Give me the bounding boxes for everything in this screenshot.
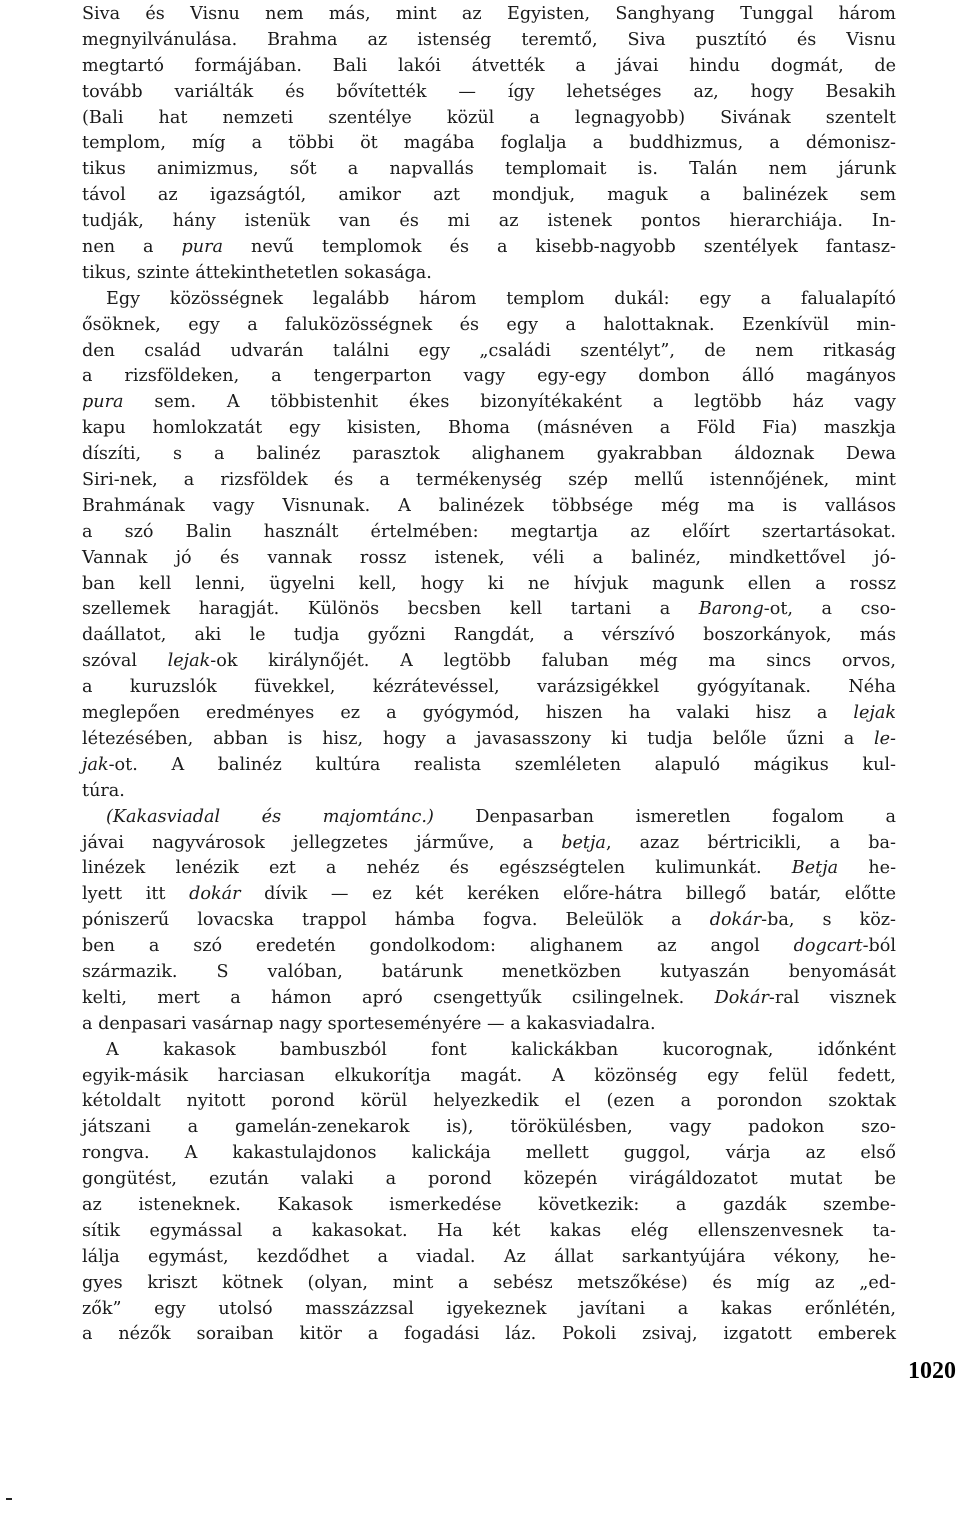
text-segment: gyes kriszt kötnek (olyan, mint a sebész metszőkése) és míg az „ed- — [82, 1272, 896, 1293]
italic-term: dogcart — [793, 936, 863, 957]
text-line — [82, 287, 896, 313]
text-line — [82, 546, 896, 572]
text-segment: megnyilvánulása. Brahma az istenség teremtő, Siva pusztító és Visnu — [82, 29, 896, 50]
text-segment: tikus, szinte áttekinthetetlen sokasága. — [82, 262, 432, 283]
text-segment: A kakasok bambuszból font kalickákban kucorognak, időnként — [106, 1039, 896, 1060]
italic-term: lejak — [853, 703, 896, 724]
italic-term: lejak — [167, 651, 211, 672]
text-segment: Egy közösségnek legalább három templom dukál: egy a falualapító — [106, 288, 896, 309]
text-line — [82, 701, 896, 727]
text-segment: gongütést, ezután valaki a porond közepén virágáldozatot mutat be — [82, 1169, 896, 1190]
text-line — [82, 1115, 896, 1141]
text-segment: Siva és Visnu nem más, mint az Egyisten, Sanghyang Tunggal három — [82, 4, 896, 24]
text-line — [82, 1064, 896, 1090]
scan-mark — [6, 1498, 12, 1500]
text-line — [82, 597, 896, 623]
text-line — [82, 1219, 896, 1245]
text-line — [82, 364, 896, 390]
italic-term: dokár — [709, 910, 762, 931]
text-segment: kapu homlokzatát egy kisisten, Bhoma (másnéven a Föld Fia) maszkja — [82, 418, 896, 439]
text-segment: -ból — [862, 936, 896, 957]
text-segment: sítik egymással a kakasokat. Ha két kakas elég ellenszenvesnek ta- — [82, 1220, 896, 1241]
text-line — [82, 209, 896, 235]
text-line — [82, 28, 896, 54]
text-segment: Siri-nek, a rizsföldek és a termékenység szép mellű istennőjének, mint — [82, 470, 896, 491]
text-segment: (Bali hat nemzeti szentélye közül a legnagyobb) Sivának szentelt — [82, 107, 896, 128]
text-segment: nen a — [82, 237, 182, 258]
text-segment: rongva. A kakastulajdonos kalickája mellett guggol, várja az első — [82, 1143, 896, 1164]
text-segment: az isteneknek. Kakasok ismerkedése következik: a gazdák szembe- — [82, 1194, 896, 1215]
text-segment: tikus animizmus, sőt a napvallás templomait is. Talán nem járunk — [82, 159, 896, 180]
text-segment: -ral visznek — [768, 987, 896, 1008]
text-segment: -ot, a cso- — [763, 599, 897, 620]
text-segment: származik. S valóban, batárunk menetközben kutyaszán benyomását — [82, 961, 896, 982]
italic-term: pura — [181, 237, 224, 258]
italic-term: Dokár — [714, 987, 769, 1008]
italic-term: dokár — [189, 884, 241, 905]
text-segment: szóval — [82, 651, 168, 672]
text-segment: ban kell lenni, ügyelni kell, hogy ki ne hívjuk magunk ellen a rossz — [82, 573, 896, 594]
text-line — [82, 494, 896, 520]
text-segment: egyik-másik harciasan elkukorítja magát. A közönség egy felül fedett, — [82, 1065, 896, 1086]
text-line — [82, 1141, 896, 1167]
text-line — [82, 54, 896, 80]
text-line — [82, 1322, 896, 1348]
text-line — [82, 261, 896, 287]
text-line — [82, 468, 896, 494]
text-line — [82, 1012, 896, 1038]
text-line — [82, 183, 896, 209]
text-segment: ben a szó eredetén gondolkodom: alighanem az angol — [82, 936, 794, 957]
text-segment: tovább variálták és bővítették — így lehetséges az, hogy Besakih — [82, 81, 896, 102]
text-line — [82, 675, 896, 701]
italic-term: (Kakasviadal és majomtánc.) — [106, 806, 434, 827]
italic-term: Betja — [791, 858, 839, 879]
text-line — [82, 1245, 896, 1271]
text-segment: sem. A többistenhit ékes bizonyítékaként a legtöbb ház vagy — [123, 392, 896, 413]
text-segment: megtartó formájában. Bali lakói átvették a jávai hindu dogmát, de — [82, 55, 896, 76]
text-line — [82, 986, 896, 1012]
text-segment: a rizsföldeken, a tengerparton vagy egy-egy dombon álló magányos — [82, 366, 896, 387]
text-line — [82, 882, 896, 908]
text-segment: den család udvarán találni egy „családi szentélyt”, de nem ritkaság — [82, 340, 896, 361]
text-segment: meglepően eredményes ez a gyógymód, hiszen ha valaki hisz a — [82, 703, 854, 724]
book-page-body — [82, 2, 896, 1348]
text-line — [82, 856, 896, 882]
text-line — [82, 339, 896, 365]
text-segment: szellemek haragját. Különös becsben kell tartani a — [82, 599, 699, 620]
text-segment: a szó Balin használt értelmében: megtartja az előírt szertartásokat. — [82, 521, 896, 542]
page-number: 1020 — [908, 1358, 956, 1384]
text-line — [82, 1089, 896, 1115]
text-line — [82, 2, 896, 28]
text-segment: tudják, hány istenük van és mi az istenek pontos hierarchiája. In- — [82, 211, 896, 232]
text-line — [82, 1038, 896, 1064]
text-segment: Brahmának vagy Visnunak. A balinézek többsége még ma is vallásos — [82, 495, 896, 516]
text-segment: lálja egymást, kezdődhet a viadal. Az állat sarkantyújára vékony, he- — [82, 1246, 896, 1267]
text-segment: Denpasarban ismeretlen fogalom a — [433, 806, 896, 827]
text-line — [82, 805, 896, 831]
text-segment: játszani a gamelán-zenekarok is), törökülésben, vagy padokon szo- — [82, 1117, 896, 1138]
text-line — [82, 106, 896, 132]
text-segment: kelti, mert a hámon apró csengettyűk csilingelnek. — [82, 987, 715, 1008]
text-segment: lyett itt — [82, 884, 190, 905]
text-segment: póniszerű lovacska trappol hámba fogva. Beleülök a — [82, 910, 710, 931]
text-segment: díszíti, s a balinéz parasztok alighanem gyakrabban áldoznak Dewa — [82, 444, 896, 465]
text-line — [82, 753, 896, 779]
text-line — [82, 572, 896, 598]
text-segment: daállatot, aki le tudja győzni Rangdát, a vérszívó boszorkányok, más — [82, 625, 896, 646]
text-segment: létezésében, abban is hisz, hogy a javasasszony ki tudja belőle űzni a — [82, 728, 875, 749]
text-segment: templom, míg a többi öt magába foglalja a buddhizmus, a démonisz- — [82, 133, 896, 154]
text-line — [82, 1297, 896, 1323]
text-segment: a kuruzslók füvekkel, kézrátevéssel, varázsigékkel gyógyítanak. Néha — [82, 677, 896, 698]
text-segment: -ot. A balinéz kultúra realista szemléleten alapuló mágikus kul- — [108, 754, 896, 775]
text-segment: a denpasari vasárnap nagy sporteseményére — a kakasviadalra. — [82, 1013, 656, 1034]
text-segment: -ok királynőjét. A legtöbb faluban még ma sincs orvos, — [210, 651, 896, 672]
italic-term: Barong — [698, 599, 764, 620]
text-line — [82, 235, 896, 261]
text-line — [82, 1271, 896, 1297]
text-line — [82, 520, 896, 546]
text-segment: túra. — [82, 780, 125, 801]
text-line — [82, 1193, 896, 1219]
text-segment: , azaz bértricikli, a ba- — [605, 832, 896, 853]
text-segment: távol az igazságtól, amikor azt mondjuk, maguk a balinézek sem — [82, 185, 896, 206]
text-line — [82, 390, 896, 416]
text-line — [82, 416, 896, 442]
text-line — [82, 831, 896, 857]
text-segment: ősöknek, egy a faluközösségnek és egy a halottaknak. Ezenkívül min- — [82, 314, 896, 335]
text-line — [82, 727, 896, 753]
text-line — [82, 157, 896, 183]
text-line — [82, 960, 896, 986]
text-segment: kétoldalt nyitott porond körül helyezkedik el (ezen a porondon szoktak — [82, 1091, 896, 1112]
italic-term: betja — [561, 832, 606, 853]
text-line — [82, 313, 896, 339]
text-line — [82, 442, 896, 468]
text-segment: he- — [838, 858, 897, 879]
text-segment: a nézők soraiban kitör a fogadási láz. Pokoli zsivaj, izgatott emberek — [82, 1324, 896, 1345]
text-line — [82, 908, 896, 934]
text-line — [82, 1167, 896, 1193]
text-segment: nevű templomok és a kisebb-nagyobb szentélyek fantasz- — [223, 237, 896, 258]
italic-term: le- — [874, 728, 896, 749]
text-line — [82, 80, 896, 106]
text-segment: Vannak jó és vannak rossz istenek, véli a balinéz, mindkettővel jó- — [82, 547, 896, 568]
text-line — [82, 779, 896, 805]
text-line — [82, 934, 896, 960]
italic-term: jak — [82, 754, 109, 775]
text-segment: -ba, s köz- — [761, 910, 896, 931]
text-segment: linézek lenézik ezt a nehéz és egészségtelen kulimunkát. — [82, 858, 792, 879]
text-line — [82, 131, 896, 157]
text-segment: jávai nagyvárosok jellegzetes járműve, a — [82, 832, 562, 853]
text-segment: zők” egy utolsó masszázzsal igyekeznek javítani a kakas erőnlétén, — [82, 1298, 896, 1319]
text-line — [82, 649, 896, 675]
italic-term: pura — [82, 392, 124, 413]
text-line — [82, 623, 896, 649]
text-segment: dívik — ez két keréken előre-hátra billegő batár, előtte — [240, 884, 896, 905]
